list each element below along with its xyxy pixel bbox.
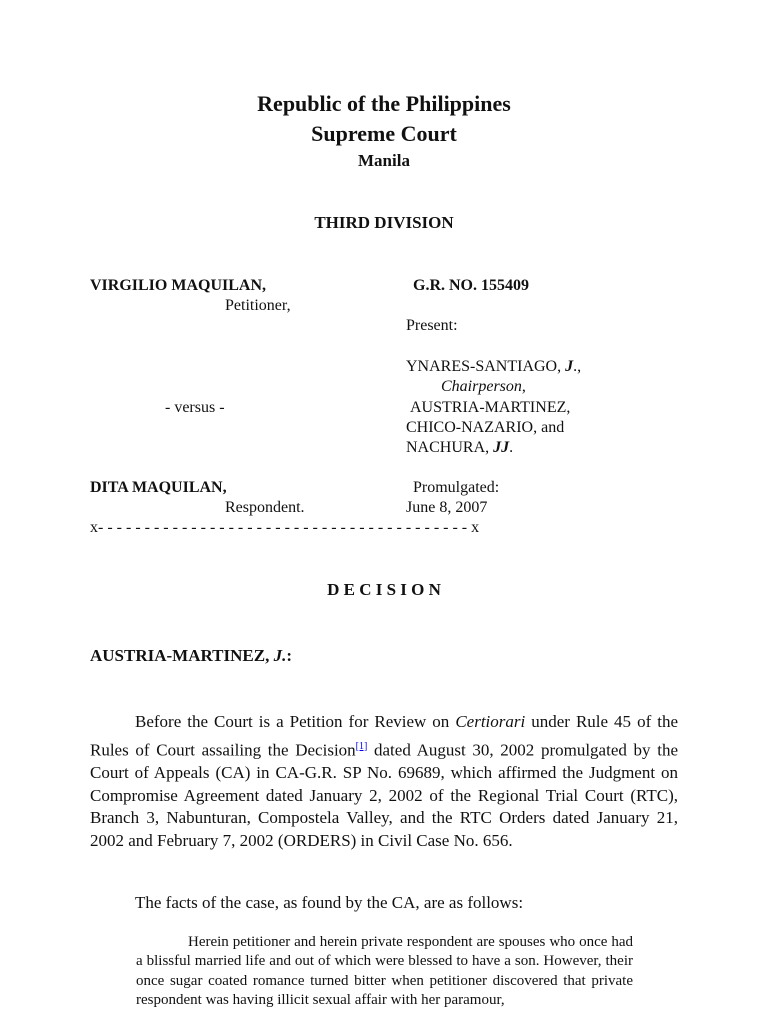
- justice-nachura: NACHURA, JJ.: [406, 439, 514, 456]
- promulgated-label: Promulgated:: [413, 479, 500, 496]
- header-supreme-court: Supreme Court: [311, 121, 457, 146]
- decision-title: D E C I S I O N: [327, 580, 441, 599]
- caption-separator: x- - - - - - - - - - - - - - - - - - - - - - - - - - - - - - - - - - - - - - - - x: [90, 519, 480, 536]
- respondent-role: Respondent.: [225, 499, 305, 516]
- respondent-name: DITA MAQUILAN,: [90, 479, 227, 496]
- chairperson-label: Chairperson,: [441, 378, 526, 395]
- justice-ynares-santiago: YNARES-SANTIAGO, J.,: [406, 358, 582, 375]
- present-label: Present:: [406, 317, 458, 334]
- header-republic: Republic of the Philippines: [257, 91, 511, 116]
- header-city: Manila: [358, 151, 410, 170]
- justice-austria-martinez: AUSTRIA-MARTINEZ,: [410, 399, 571, 416]
- promulgated-date: June 8, 2007: [406, 499, 488, 516]
- petitioner-role: Petitioner,: [225, 297, 291, 314]
- versus-text: - versus -: [165, 399, 225, 416]
- footnote-link-1[interactable]: [1]: [355, 740, 368, 752]
- body-paragraph-1: Before the Court is a Petition for Review on Certiorari under Rule 45 of the Rules of Court assailing the Decision[1] dated August 30, 2002 promulgated by the Court of Appeals (CA) in CA-G.R. SP No. 69689, which affirmed the Judgment on Compromise Agreement dated January 2, 2002 of the Regional Trial Court (RTC), Branch 3, Nabunturan, Compostela Valley, and the RTC Orders dated January 21, 2002 and February 7, 2002 (ORDERS) in Civil Case No. 656.: [90, 712, 679, 851]
- gr-number: G.R. NO. 155409: [413, 277, 529, 294]
- division-title: THIRD DIVISION: [314, 213, 454, 232]
- ponente: AUSTRIA-MARTINEZ, J.:: [90, 646, 293, 665]
- quoted-facts: Herein petitioner and herein private respondent are spouses who once had a blissful married life and out of which were blessed to have a son. However, their once sugar coated romance turned bitter when petitioner discovered that private respondent was having illicit sexual affair with her paramour,: [136, 934, 633, 1008]
- body-paragraph-2: The facts of the case, as found by the CA, are as follows:: [135, 893, 524, 912]
- justice-chico-nazario: CHICO-NAZARIO, and: [406, 419, 565, 436]
- petitioner-name: VIRGILIO MAQUILAN,: [90, 277, 267, 294]
- certiorari-term: Certiorari: [455, 712, 526, 731]
